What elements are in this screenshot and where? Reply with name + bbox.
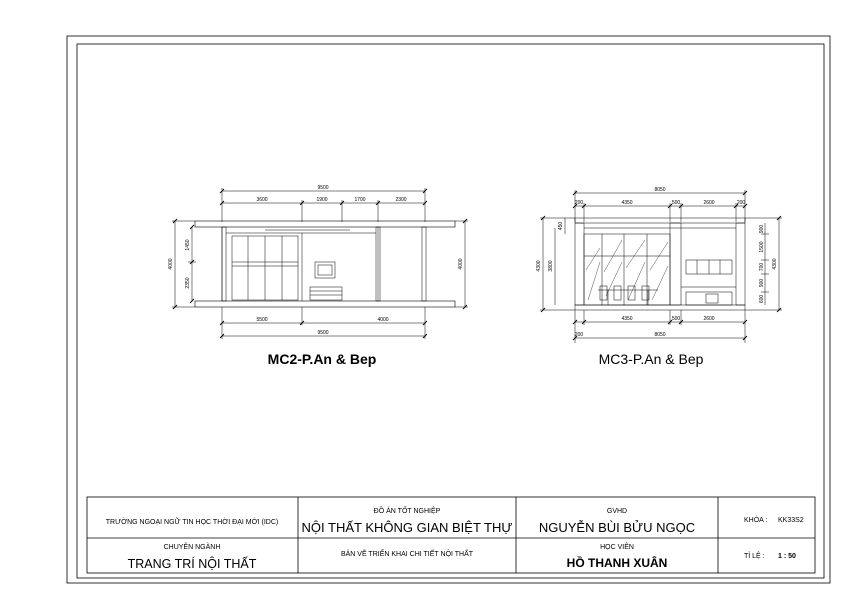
major-label: CHUYÊN NGÀNH <box>163 544 221 551</box>
mc2-top-dim: 3600 <box>256 197 268 203</box>
mc2-top-dim: 1900 <box>316 197 328 203</box>
elevation-mc3-dim-text <box>536 187 778 338</box>
scale-label: TỈ LỆ : <box>744 553 765 560</box>
paper-outer-border <box>67 36 830 583</box>
course-label: KHÓA : <box>744 517 768 524</box>
mc2-top-dim: 1700 <box>354 197 366 203</box>
mc3-left-dim: 4300 <box>536 260 542 272</box>
mc2-top-total: 9500 <box>317 185 329 191</box>
mc3-right-dim: 700 <box>759 262 765 272</box>
mc2-bottom-dim: 5500 <box>256 317 268 323</box>
mc3-right-dim: 900 <box>759 224 765 234</box>
mc3-bottom-dim: 4350 <box>621 316 633 322</box>
mc2-left-dim: 1450 <box>185 239 191 251</box>
mc2-bottom-dim: 4000 <box>377 317 389 323</box>
major-value: TRANG TRÍ NỘI THẤT <box>127 557 257 571</box>
mc3-right-dim: 1500 <box>759 241 765 253</box>
mc2-top-dim: 2300 <box>395 197 407 203</box>
drawing-title-mc3: MC3-P.An & Bep <box>598 351 704 367</box>
sheet-description: BẢN VẼ TRIỂN KHAI CHI TIẾT NỘI THẤT <box>340 551 474 558</box>
advisor-label: GVHD <box>606 508 628 515</box>
advisor-name: NGUYỄN BÙI BỬU NGỌC <box>538 520 696 535</box>
elevation-mc3 <box>540 190 782 343</box>
mc3-left-dim: 450 <box>558 221 564 231</box>
school-name: TRƯỜNG NGOẠI NGỮ TIN HỌC THỜI ĐẠI MỚI (IDC) <box>105 519 279 526</box>
mc3-left-dim: 3800 <box>548 260 554 272</box>
mc3-bottom-dim: 200 <box>574 332 584 338</box>
mc3-top-total: 8050 <box>654 187 666 193</box>
drawing-frame <box>77 44 824 578</box>
elevation-mc3-glass-hatch <box>586 240 668 300</box>
mc2-bottom-total: 9500 <box>317 330 329 336</box>
mc3-bottom-dim: 500 <box>671 316 681 322</box>
mc3-bottom-dim: 2600 <box>703 316 715 322</box>
mc3-top-dim: 4350 <box>621 200 633 206</box>
mc3-top-dim: 200 <box>574 200 584 206</box>
mc3-top-dim: 500 <box>671 200 681 206</box>
mc3-bottom-total: 8050 <box>654 332 666 338</box>
mc2-right-total: 4000 <box>458 258 464 270</box>
elevation-mc2-dim-text <box>168 185 464 336</box>
project-label: ĐỒ ÁN TỐT NGHIỆP <box>373 508 441 515</box>
mc3-right-total: 4300 <box>772 258 778 270</box>
student-label: HỌC VIÊN <box>600 544 634 551</box>
drawing-title-mc2: MC2-P.An & Bep <box>267 351 377 367</box>
elevation-mc2 <box>172 188 468 339</box>
mc2-left-dim: 2350 <box>185 277 191 289</box>
mc3-right-dim: 900 <box>759 278 765 288</box>
project-title: NỘI THẤT KHÔNG GIAN BIỆT THỰ <box>301 520 513 535</box>
mc3-top-dim: 200 <box>736 200 746 206</box>
scale-value: 1 : 50 <box>778 553 796 560</box>
elevation-mc2-ticks <box>173 189 467 338</box>
course-value: KK33S2 <box>778 517 804 524</box>
mc2-left-total: 4000 <box>168 258 174 270</box>
mc3-top-dim: 2600 <box>703 200 715 206</box>
mc3-right-dim: 600 <box>759 294 765 304</box>
student-name: HỒ THANH XUÂN <box>566 556 668 570</box>
